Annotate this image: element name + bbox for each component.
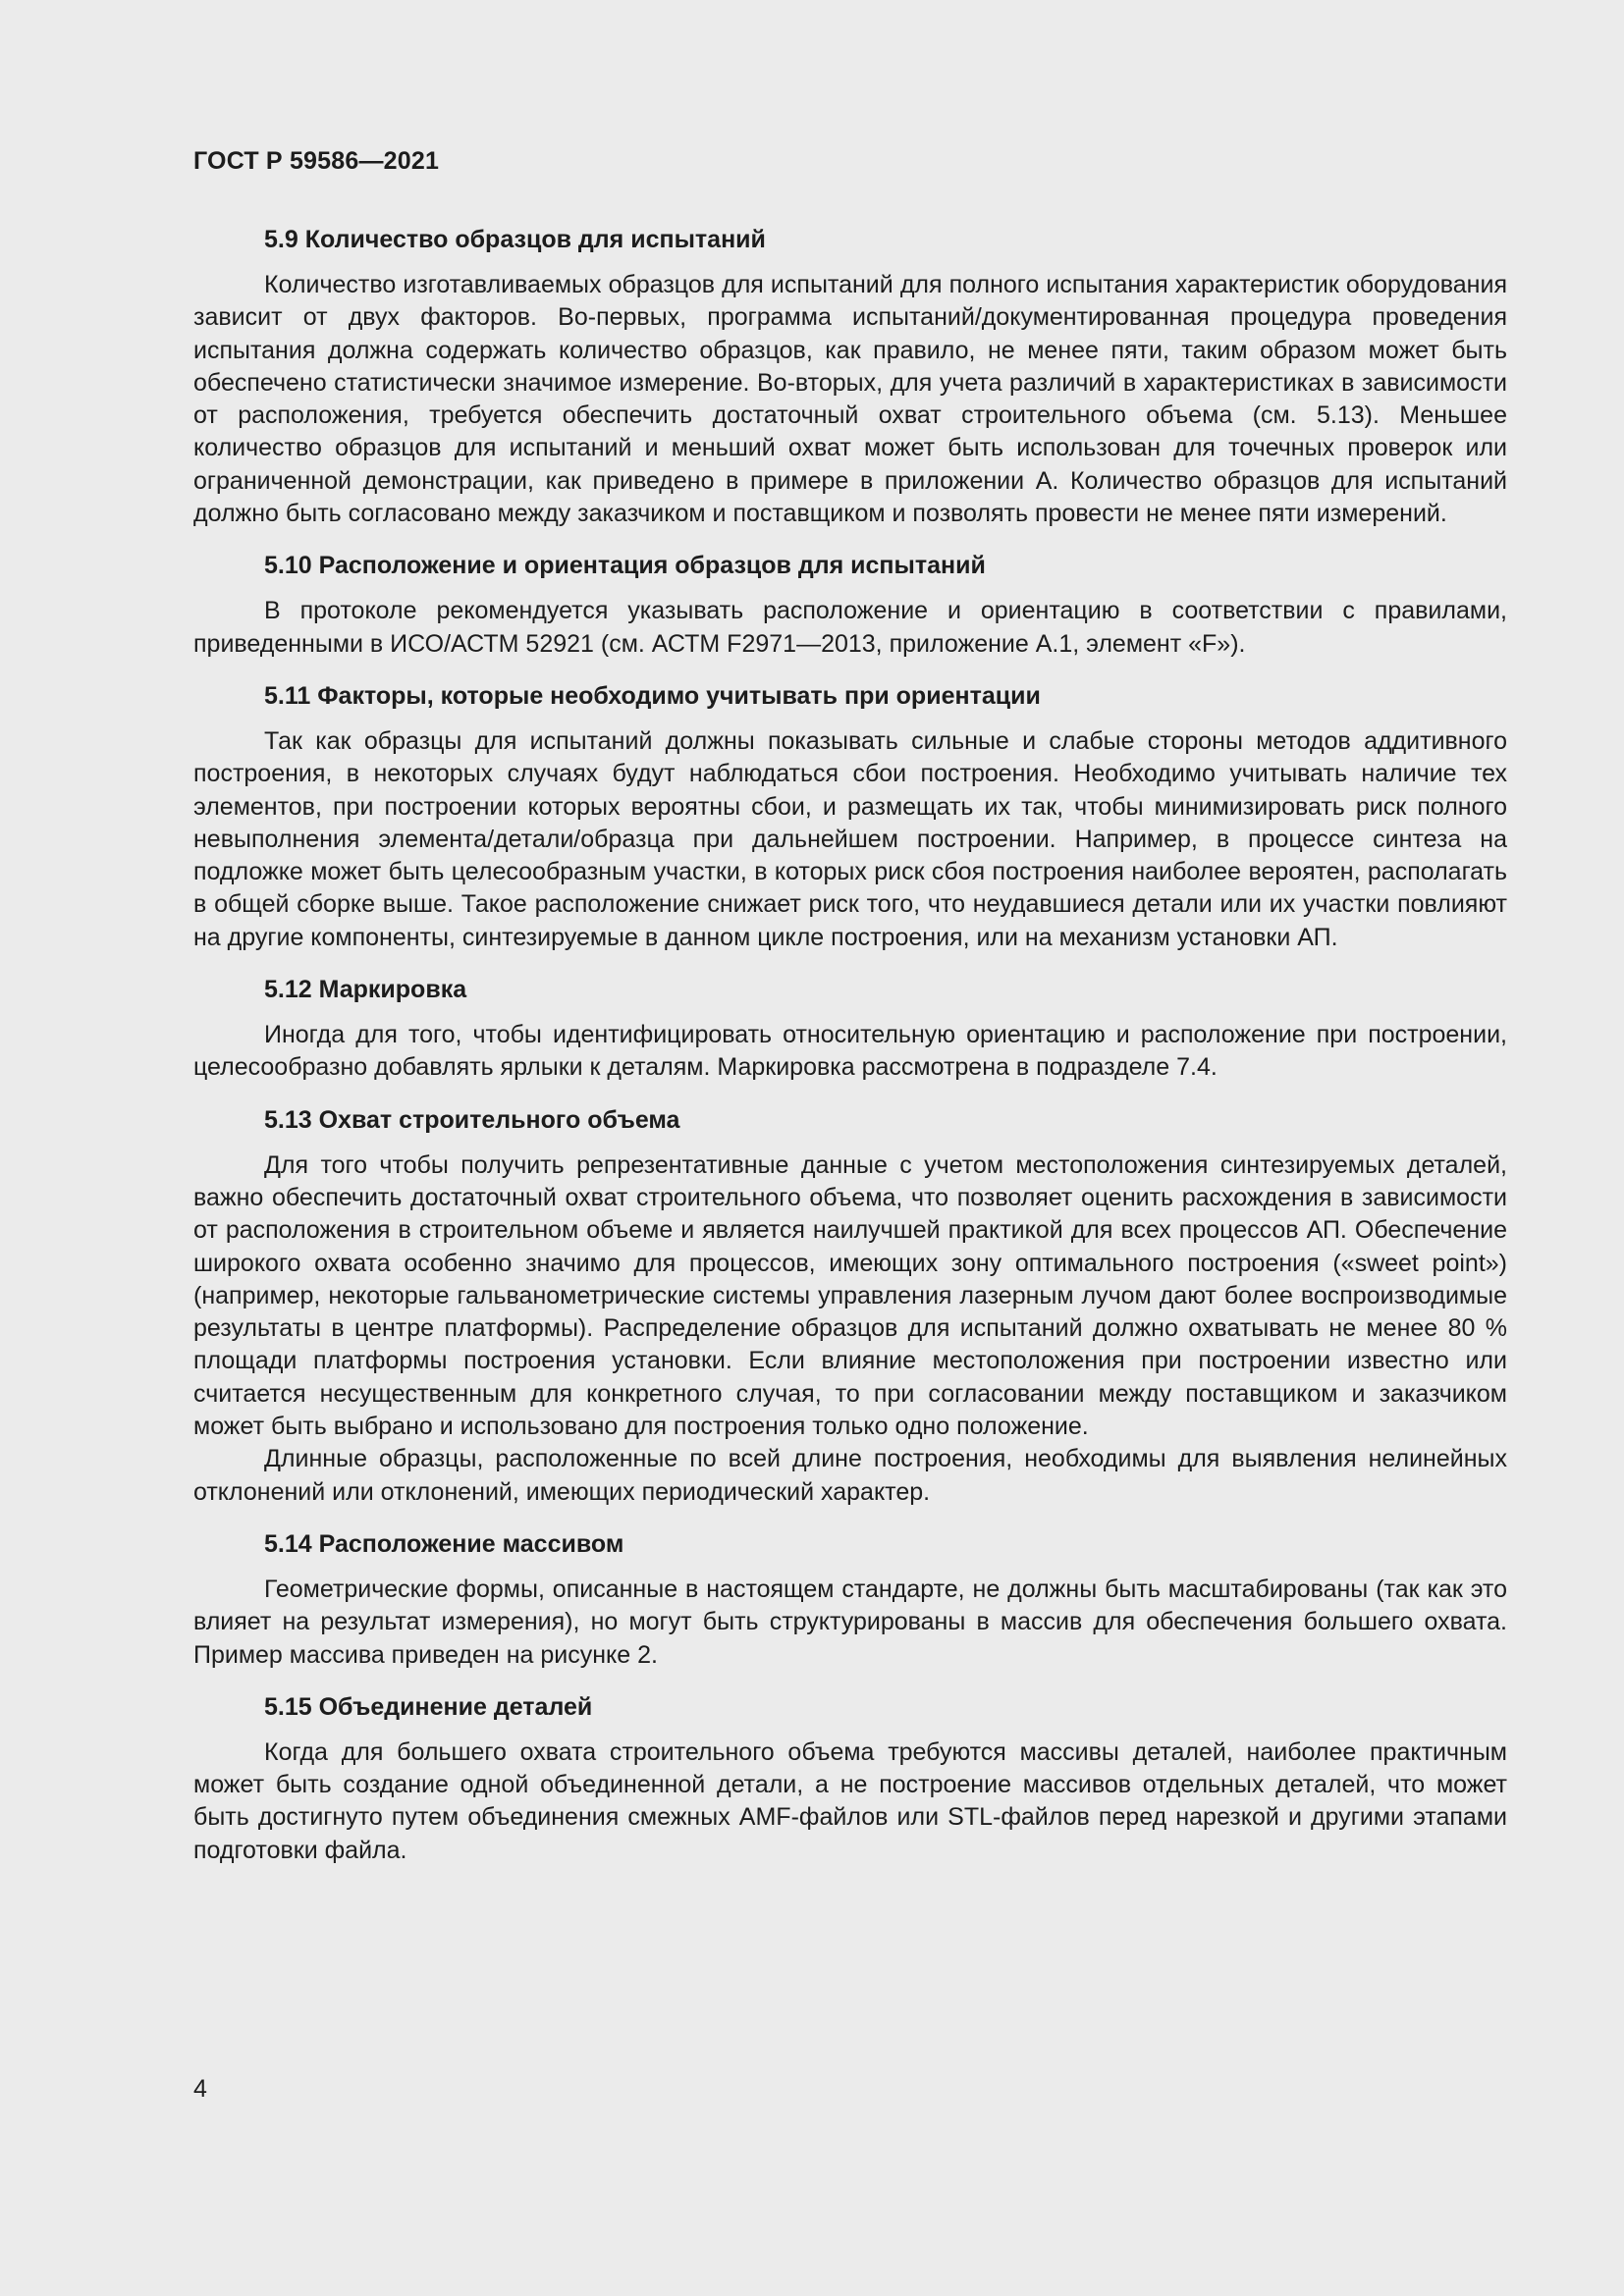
section-5-10 xyxy=(193,550,1507,661)
section-5-12 xyxy=(193,974,1507,1085)
section-heading: 5.12 Маркировка xyxy=(264,976,467,1004)
section-heading: 5.15 Объединение деталей xyxy=(264,1692,593,1721)
section-5-14 xyxy=(193,1528,1507,1672)
section-heading: 5.13 Охват строительного объема xyxy=(264,1105,680,1134)
standard-code-header: ГОСТ Р 59586—2021 xyxy=(193,147,440,175)
section-heading: 5.14 Расположение массивом xyxy=(264,1529,624,1558)
section-5-9 xyxy=(193,224,1507,530)
paragraph: В протоколе рекомендуется указывать расположение и ориентацию в соответствии с правилами, приведенными в ИСО/АСТМ 52921 (см. АСТМ F2971—2013, приложение А.1, элемент «F»). xyxy=(193,597,1507,658)
paragraph: Иногда для того, чтобы идентифицировать относительную ориентацию и расположение при построении, целесообразно добавлять ярлыки к деталям. Маркировка рассмотрена в подразделе 7.4. xyxy=(193,1021,1507,1082)
document-body xyxy=(193,224,1507,1887)
section-5-15 xyxy=(193,1691,1507,1867)
paragraph: Длинные образцы, расположенные по всей длине построения, необходимы для выявления нелинейных отклонений или отклонений, имеющих периодический характер. xyxy=(193,1445,1507,1506)
section-heading: 5.9 Количество образцов для испытаний xyxy=(264,226,766,253)
paragraph: Геометрические формы, описанные в настоящем стандарте, не должны быть масштабированы (так как это влияет на результат измерения), но могут быть структурированы в массив для обеспечения большего охвата. Пример массива приведен на рисунке 2. xyxy=(193,1575,1507,1669)
paragraph: Количество изготавливаемых образцов для испытаний для полного испытания характеристик оборудования зависит от двух факторов. Во-первых, программа испытаний/документированная процедура проведения испытания должна содержать количество образцов, как правило, не менее пяти, таким образом может быть обеспечено статистически значимое измерение. Во-вторых, для учета различий в характеристиках в зависимости от расположения, требуется обеспечить достаточный охват строительного объема (см. 5.13). Меньшее количество образцов для испытаний и меньший охват может быть использован для точечных проверок или ограниченной демонстрации, как приведено в примере в приложении А. Количество образцов для испытаний должно быть согласовано между заказчиком и поставщиком и позволять провести не менее пяти измерений. xyxy=(193,271,1507,528)
section-heading: 5.11 Факторы, которые необходимо учитывать при ориентации xyxy=(264,681,1041,710)
paragraph: Для того чтобы получить репрезентативные данные с учетом местоположения синтезируемых деталей, важно обеспечить достаточный охват строительного объема, что позволяет оценить расхождения в зависимости от расположения в строительном объеме и является наилучшей практикой для всех процессов АП. Обеспечение широкого охвата особенно значимо для процессов, имеющих зону оптимального построения («sweet point») (например, некоторые гальванометрические системы управления лазерным лучом дают более воспроизводимые результаты в центре платформы). Распределение образцов для испытаний должно охватывать не менее 80 % площади платформы построения установки. Если влияние местоположения при построении известно или считается несущественным для конкретного случая, то при согласовании между поставщиком и заказчиком может быть выбрано и использовано для построения только одно положение. xyxy=(193,1150,1507,1441)
page-number: 4 xyxy=(193,2075,207,2103)
section-5-13 xyxy=(193,1104,1507,1509)
paragraph: Так как образцы для испытаний должны показывать сильные и слабые стороны методов аддитивного построения, в некоторых случаях будут наблюдаться сбои построения. Необходимо учитывать наличие тех элементов, при построении которых вероятны сбои, и размещать их так, чтобы минимизировать риск полного невыполнения элемента/детали/образца при дальнейшем построении. Например, в процессе синтеза на подложке может быть целесообразным участки, в которых риск сбоя построения наиболее вероятен, располагать в общей сборке выше. Такое расположение снижает риск того, что неудавшиеся детали или их участки повлияют на другие компоненты, синтезируемые в данном цикле построения, или на механизм установки АП. xyxy=(193,726,1507,951)
section-5-11 xyxy=(193,680,1507,954)
paragraph: Когда для большего охвата строительного объема требуются массивы деталей, наиболее практичным может быть создание одной объединенной детали, а не построение массивов отдельных деталей, что может быть достигнуто путем объединения смежных AMF-файлов или STL-файлов перед нарезкой и другими этапами подготовки файла. xyxy=(193,1737,1507,1864)
section-heading: 5.10 Расположение и ориентация образцов для испытаний xyxy=(264,552,986,580)
